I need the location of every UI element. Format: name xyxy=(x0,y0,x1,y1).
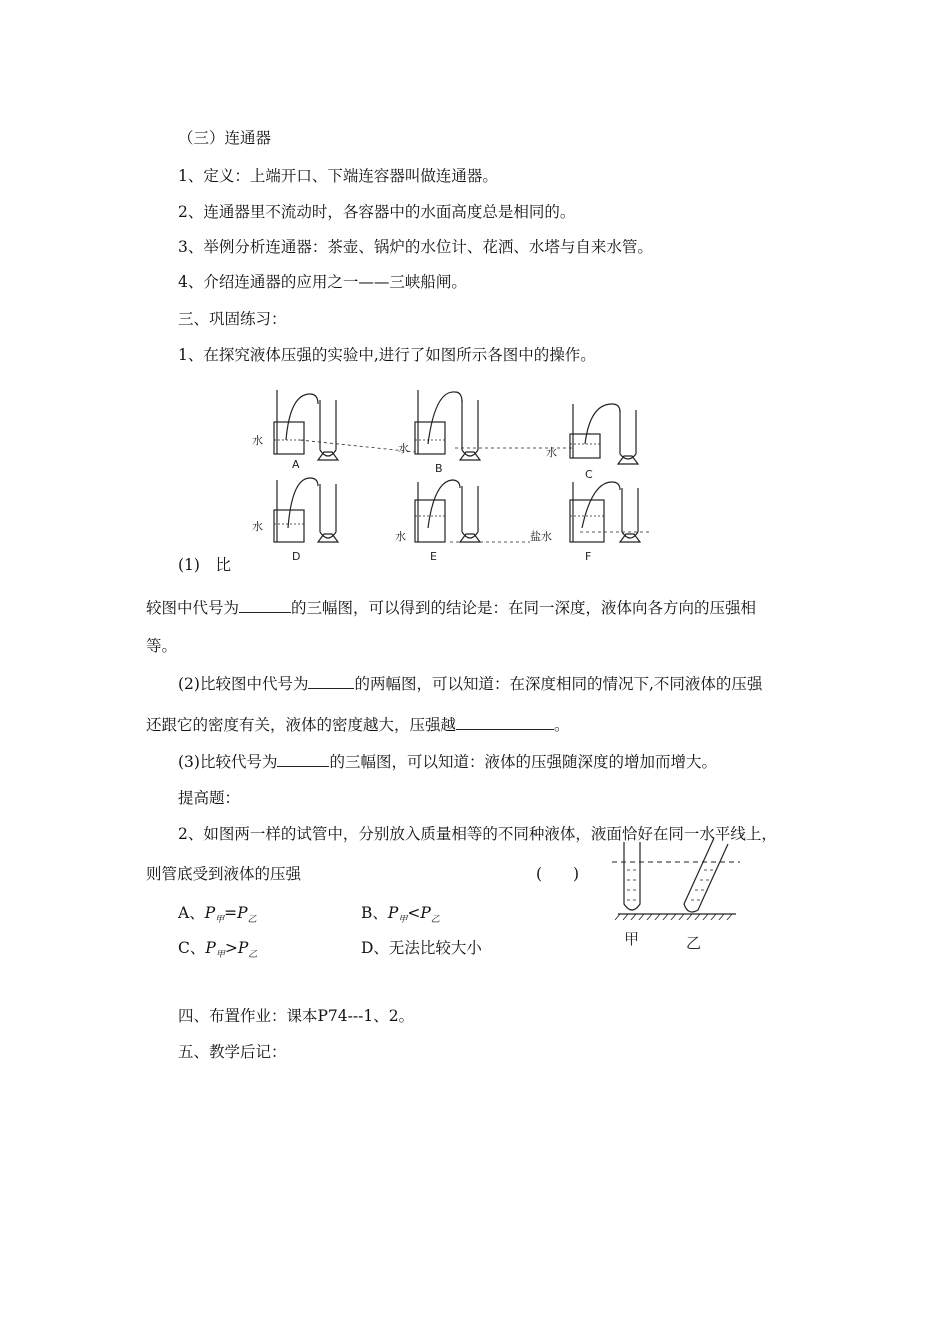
item-3: 3、举例分析连通器：茶壶、锅炉的水位计、花洒、水塔与自来水管。 xyxy=(178,238,653,256)
liquid-b: 水 xyxy=(398,442,409,455)
notes-title: 五、教学后记： xyxy=(178,1043,287,1061)
homework: 四、布置作业：课本P74---1、2。 xyxy=(178,1007,415,1025)
label-c: C xyxy=(585,468,593,481)
liquid-a: 水 xyxy=(252,434,263,447)
item-2: 2、连通器里不流动时，各容器中的水面高度总是相同的。 xyxy=(178,203,576,221)
blank-1[interactable] xyxy=(239,597,291,613)
section-title: （三）连通器 xyxy=(178,129,272,147)
liquid-d: 水 xyxy=(252,520,263,533)
option-a[interactable]: A、$P_甲=P_乙$ xyxy=(178,904,257,926)
option-d[interactable]: D、无法比较大小 xyxy=(361,939,482,957)
liquid-e: 水 xyxy=(395,530,406,543)
q1-stem: 1、在探究液体压强的实验中,进行了如图所示各图中的操作。 xyxy=(178,346,596,364)
q2-stem: 2、如图两一样的试管中，分别放入质量相等的不同种液体，液面恰好在同一水平线上， xyxy=(178,825,777,843)
advanced-title: 提高题： xyxy=(178,789,241,807)
label-b: B xyxy=(435,462,443,475)
pressure-experiment-figure xyxy=(240,382,660,572)
option-b[interactable]: B、$P_甲<P_乙$ xyxy=(361,904,440,926)
practice-title: 三、巩固练习： xyxy=(178,310,287,328)
label-f: F xyxy=(585,550,592,563)
q1-part1: 较图中代号为 的三幅图，可以得到的结论是：在同一深度，液体向各方向的压强相 xyxy=(146,599,757,617)
option-c[interactable]: C、$P_甲>P_乙$ xyxy=(178,939,258,961)
q1-part1-end: 等。 xyxy=(146,637,178,655)
item-1: 1、定义：上端开口、下端连容器叫做连通器。 xyxy=(178,167,498,185)
q2-stem-2: 则管底受到液体的压强 xyxy=(146,865,302,883)
tube-label-left: 甲 xyxy=(624,930,640,948)
label-d: D xyxy=(292,550,301,563)
q1-part3: (3)比较代号为 的三幅图，可以知道：液体的压强随深度的增加而增大。 xyxy=(178,753,717,771)
q1-part2: (2)比较图中代号为 的两幅图，可以知道：在深度相同的情况下,不同液体的压强 xyxy=(178,675,763,693)
q1-part1-lead: (1) 比 xyxy=(178,556,231,574)
tube-label-right: 乙 xyxy=(686,934,702,952)
label-e: E xyxy=(430,550,437,563)
liquid-c: 水 xyxy=(546,446,557,459)
q2-answer-paren[interactable]: ( ) xyxy=(536,865,580,883)
blank-4[interactable] xyxy=(277,751,329,767)
label-a: A xyxy=(292,458,300,471)
liquid-f: 盐水 xyxy=(530,530,552,543)
blank-2[interactable] xyxy=(308,673,354,689)
q1-part2-cont: 还跟它的密度有关，液体的密度越大，压强越 。 xyxy=(146,716,570,734)
test-tubes-figure xyxy=(612,836,742,956)
blank-3[interactable] xyxy=(456,714,554,730)
item-4: 4、介绍连通器的应用之一——三峡船闸。 xyxy=(178,273,467,291)
